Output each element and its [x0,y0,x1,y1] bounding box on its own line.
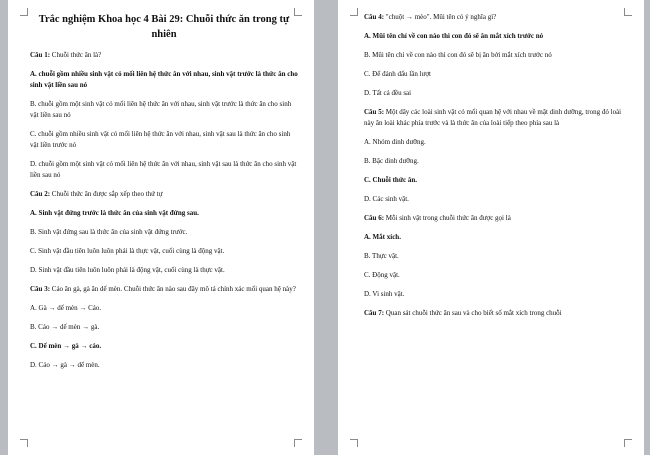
question [364,107,630,129]
answer-option: B. Sinh vật đứng sau là thức ăn của sinh vật đứng trước. [30,228,188,236]
document-page-right [338,0,644,455]
answer-option: B. chuỗi gồm một sinh vật có mối liên hệ thức ăn với nhau, sinh vật trước là thức ăn cho sinh vật liền sau nó [30,100,292,119]
question-label: Câu 3: [30,285,51,293]
question-text: Chuỗi thức ăn là? [50,51,102,59]
question-text: Quan sát chuỗi thức ăn sau và cho biết số mắt xích trong chuỗi [384,309,562,317]
question [364,308,630,319]
question-label: Câu 7: [364,309,385,317]
answer-option: C. Để đánh dấu lần lượt [364,70,431,78]
question [30,189,298,200]
answer-option: B. Mũi tên chỉ về con nào thì con đó sẽ bị ăn bởi mắt xích trước nó [364,51,552,59]
question-label: Câu 2: [30,190,51,198]
answer-option-correct: A. Sinh vật đứng trước là thức ăn của sinh vật đứng sau. [30,209,199,217]
answer-option-correct: A. Mắt xích. [364,233,401,241]
page-corner-mark [624,439,632,447]
answer-option-correct: C. Chuỗi thức ăn. [364,176,418,184]
question [364,213,630,224]
answer-option: D. Các sinh vật. [364,195,409,203]
answer-option: D. Cáo → gà → dế mèn. [30,361,100,369]
answer-option: D. chuỗi gồm một sinh vật có mối liên hệ thức ăn với nhau, sinh vật sau là thức ăn cho sinh vật liền sau nó [30,160,297,179]
question-text: Cáo ăn gà, gà ăn dế mèn. Chuỗi thức ăn nào sau đây mô tả chính xác mối quan hệ này? [50,285,296,293]
answer-option: B. Cáo → dế mèn → gà. [30,323,100,331]
questions-left [30,50,298,371]
answer-option: A. Gà → dế mèn → Cáo. [30,304,102,312]
question-text: Mỗi sinh vật trong chuỗi thức ăn được gọi là [384,214,511,222]
question [364,12,630,23]
answer-option: A. Nhóm dinh dưỡng. [364,138,426,146]
question-label: Câu 4: [364,13,385,21]
page-corner-mark [350,439,358,447]
page-corner-mark [20,439,28,447]
page-corner-mark [294,8,302,16]
answer-option: C. Sinh vật đầu tiên luôn luôn phải là thực vật, cuối cùng là động vật. [30,247,225,255]
question-label: Câu 5: [364,108,385,116]
question-label: Câu 6: [364,214,385,222]
answer-option: D. Vi sinh vật. [364,290,405,298]
answer-option: B. Bậc dinh dưỡng. [364,157,419,165]
question-text: Một dãy các loài sinh vật có mối quan hệ với nhau về mặt dinh dưỡng, trong đó loài này ăn loài khác phía trước và là thức ăn của loài tiếp theo phía sau là [364,108,622,127]
answer-option-correct: A. chuỗi gồm nhiều sinh vật có mối liên hệ thức ăn với nhau, sinh vật trước là thức ăn cho sinh vật liền sau nó [30,70,298,89]
answer-option: D. Tất cả đều sai [364,89,412,97]
question-label: Câu 1: [30,51,51,59]
page-corner-mark [350,8,358,16]
question-text: Chuỗi thức ăn được sắp xếp theo thứ tự [50,190,163,198]
questions-right [364,12,630,319]
answer-option-correct: A. Mũi tên chỉ về con nào thì con đó sẽ ăn mắt xích trước nó [364,32,544,40]
question-text: "chuột → mèo". Mũi tên có ý nghĩa gì? [384,13,497,21]
answer-option: C. Động vật. [364,271,400,279]
answer-option: D. Sinh vật đầu tiên luôn luôn phải là động vật, cuối cùng là thực vật. [30,266,225,274]
question [30,284,298,295]
question [30,50,298,61]
answer-option: B. Thực vật. [364,252,399,260]
page-corner-mark [20,8,28,16]
document-page-left [8,0,314,455]
page-corner-mark [624,8,632,16]
page-corner-mark [294,439,302,447]
answer-option-correct: C. Dế mèn → gà → cáo. [30,342,102,350]
answer-option: C. chuỗi gồm nhiều sinh vật có mối liên hệ thức ăn với nhau, sinh vật sau là thức ăn cho sinh vật liền trước nó [30,130,291,149]
page-title: Trắc nghiệm Khoa học 4 Bài 29: Chuỗi thức ăn trong tự nhiên [38,14,290,40]
